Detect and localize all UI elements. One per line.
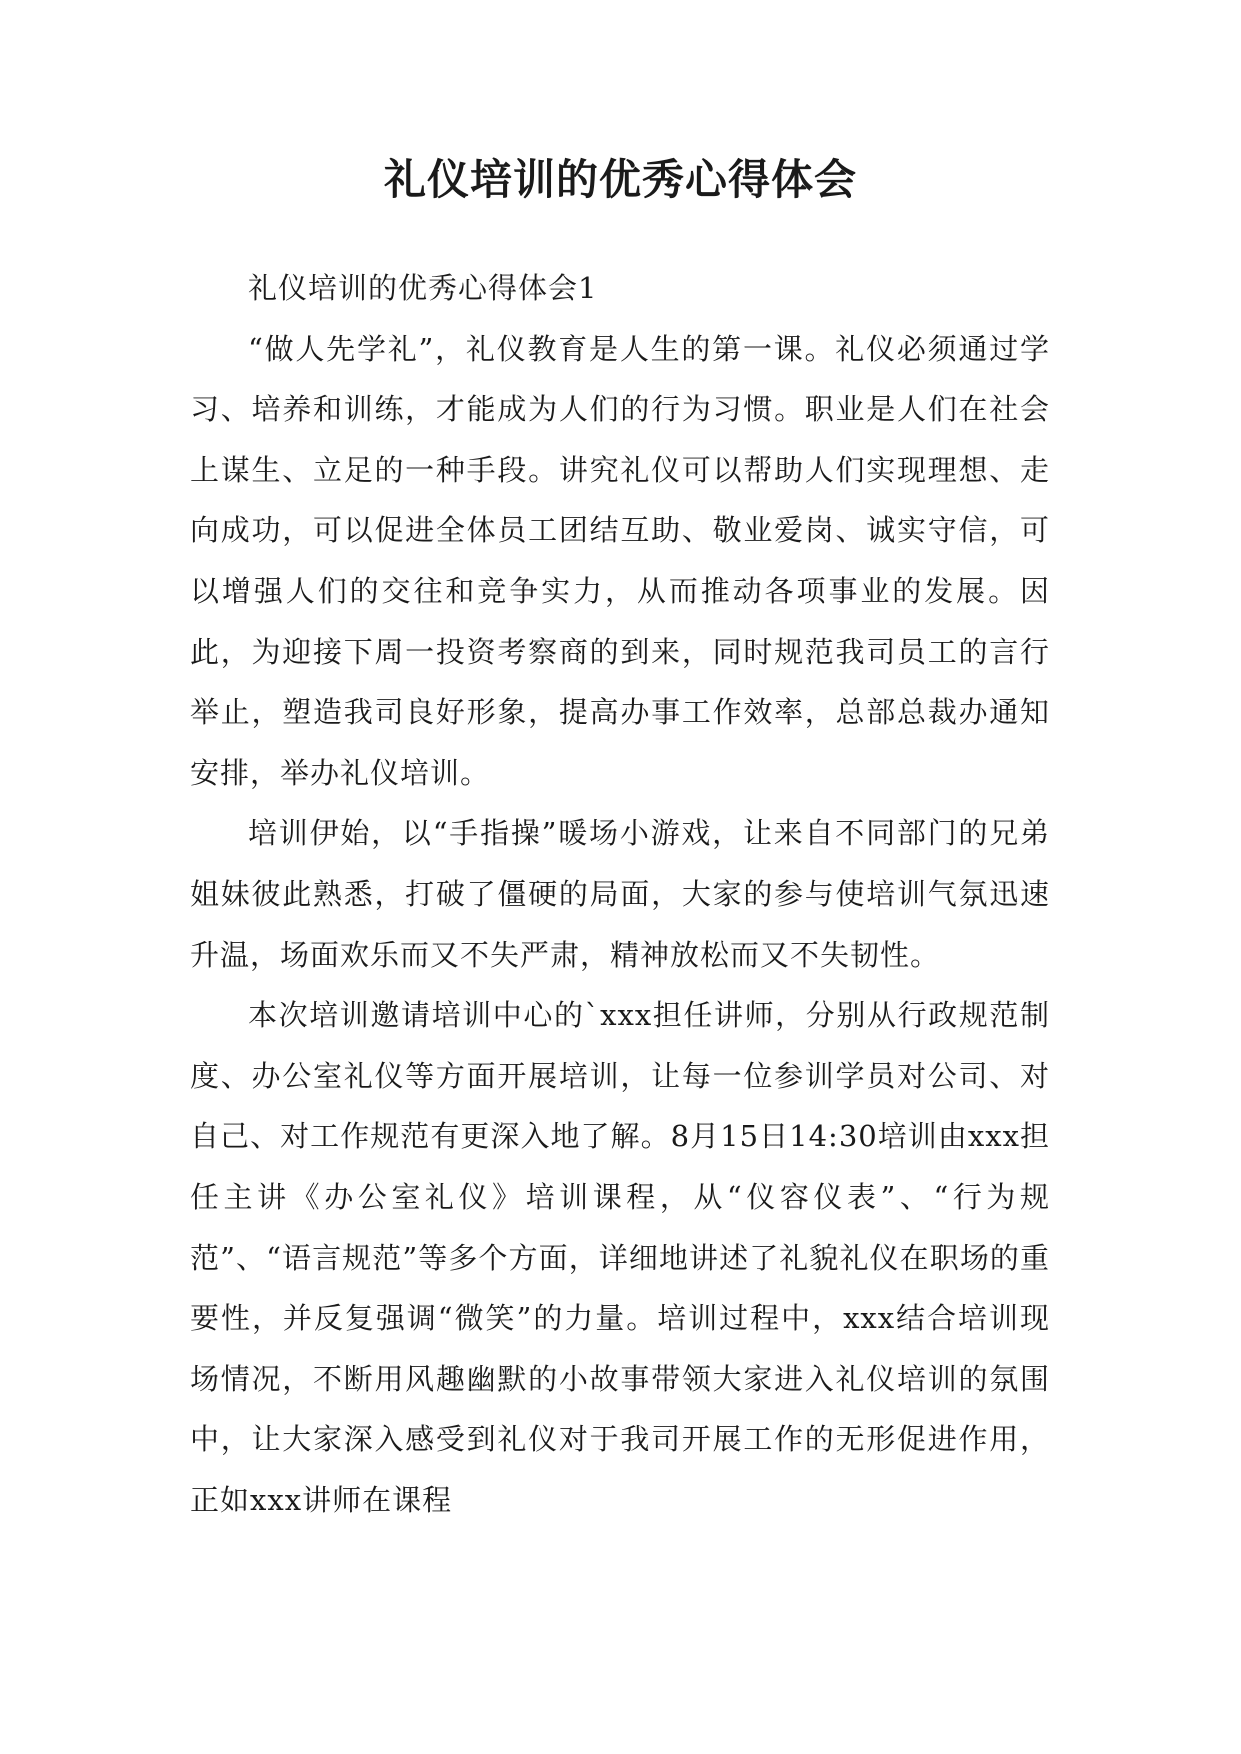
section-heading: 礼仪培训的优秀心得体会1 xyxy=(248,271,598,305)
body-paragraph: 本次培训邀请培训中心的`xxx担任讲师，分别从行政规范制度、办公室礼仪等方面开展培训，让每一位参训学员对公司、对自己、对工作规范有更深入地了解。8月15日14:30培训由xxx担任主讲《办公室礼仪》培训课程，从“仪容仪表”、“行为规范”、“语言规范”等多个方面，详细地讲述了礼貌礼仪在职场的重要性，并反复强调“微笑”的力量。培训过程中，xxx结合培训现场情况，不断用风趣幽默的小故事带领大家进入礼仪培训的氛围中，让大家深入感受到礼仪对于我司开展工作的无形促进作用，正如xxx讲师在课程 xyxy=(190,998,1050,1517)
body-paragraph: “做人先学礼”，礼仪教育是人生的第一课。礼仪必须通过学习、培养和训练，才能成为人们的行为习惯。职业是人们在社会上谋生、立足的一种手段。讲究礼仪可以帮助人们实现理想、走向成功，可以促进全体员工团结互助、敬业爱岗、诚实守信，可以增强人们的交往和竞争实力，从而推动各项事业的发展。因此，为迎接下周一投资考察商的到来，同时规范我司员工的言行举止，塑造我司良好形象，提高办事工作效率，总部总裁办通知安排，举办礼仪培训。 xyxy=(190,331,1050,790)
document-body xyxy=(190,258,1050,1530)
body-paragraph: 培训伊始，以“手指操”暖场小游戏，让来自不同部门的兄弟姐妹彼此熟悉，打破了僵硬的局面，大家的参与使培训气氛迅速升温，场面欢乐而又不失严肃，精神放松而又不失韧性。 xyxy=(190,816,1050,972)
document-title: 礼仪培训的优秀心得体会 xyxy=(383,155,857,204)
